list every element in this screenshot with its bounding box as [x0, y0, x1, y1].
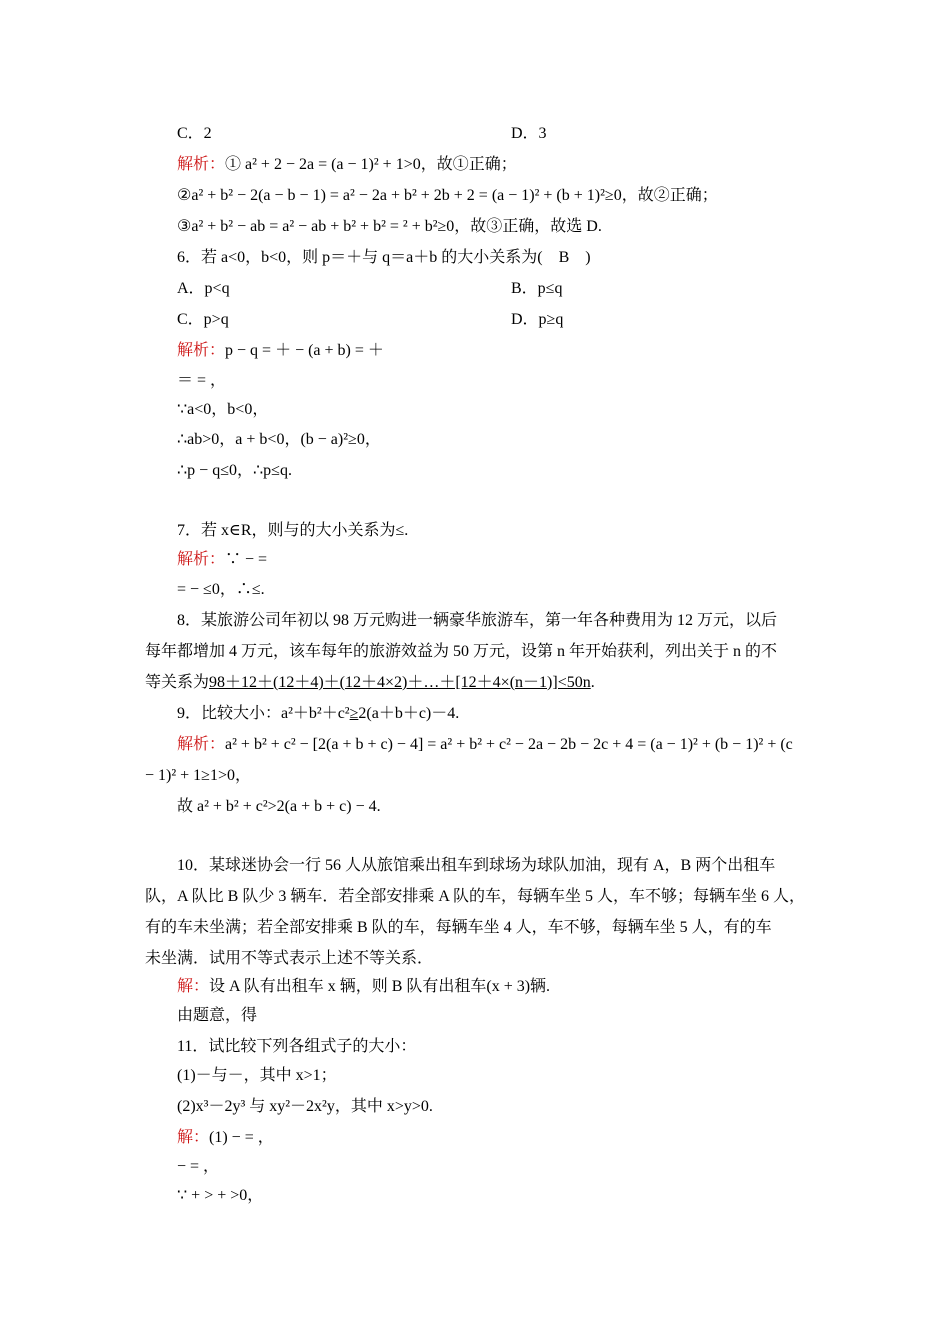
- solution-line: ③a² + b² − ab = a² − ab + b² + b² = ² + b²≥0，故③正确，故选 D.: [177, 218, 602, 235]
- question-8-answer: 等关系为98＋12＋(12＋4)＋(12＋4×2)＋…＋[12＋4×(n－1)]<50n.: [145, 674, 595, 691]
- solution-line: − 1)² + 1≥1>0，: [145, 767, 251, 784]
- question-10-cont: 未坐满．试用不等式表示上述不等关系．: [145, 950, 434, 967]
- solution-label: 解析：: [177, 342, 226, 359]
- solution-label: 解：: [177, 1129, 210, 1146]
- question-8-cont: 每年都增加 4 万元，该车每年的旅游效益为 50 万元，设第 n 年开始获利，列出关于 n 的不: [145, 643, 778, 660]
- solution-line: ∵a<0，b<0，: [177, 401, 269, 418]
- solution-line: 故 a² + b² + c²>2(a + b + c) − 4.: [177, 798, 381, 815]
- question-11-part1: (1)－与－，其中 x>1；: [177, 1067, 337, 1084]
- option-b: B．p≤q: [511, 280, 563, 297]
- option-d: D．3: [511, 125, 547, 142]
- solution-line: ∵ + > + >0，: [177, 1187, 264, 1204]
- question-11-part2: (2)x³－2y³ 与 xy²－2x²y，其中 x>y>0.: [177, 1098, 433, 1115]
- solution-line: = − ≤0，∴≤.: [177, 581, 265, 598]
- solution-line: − = ，: [177, 1158, 220, 1175]
- solution-line: ∴p − q≤0，∴p≤q.: [177, 462, 292, 479]
- solution-line: 解析：p − q = ＋ − (a + b) = ＋: [177, 342, 384, 359]
- option-a: A．p<q: [177, 280, 230, 297]
- option-c: C．p>q: [177, 311, 229, 328]
- question-6: 6．若 a<0，b<0，则 p＝＋与 q＝a＋b 的大小关系为( B ): [177, 249, 591, 266]
- question-10-cont: 队，A 队比 B 队少 3 辆车．若全部安排乘 A 队的车，每辆车坐 5 人，车不够；每辆车坐 6 人，: [145, 888, 806, 905]
- answer-underline: 98＋12＋(12＋4)＋(12＋4×2)＋…＋[12＋4×(n－1)]<50n: [209, 674, 591, 691]
- solution-label: 解：: [177, 978, 210, 995]
- question-7: 7．若 x∈R，则与的大小关系为≤.: [177, 522, 409, 539]
- question-10: 10．某球迷协会一行 56 人从旅馆乘出租车到球场为球队加油，现有 A，B 两个出租车: [177, 857, 776, 874]
- option-c: C．2: [177, 125, 212, 142]
- solution-line: 解：(1) − = ，: [177, 1129, 274, 1146]
- question-11: 11．试比较下列各组式子的大小：: [177, 1038, 417, 1055]
- question-9: 9．比较大小：a²＋b²＋c²≥2(a＋b＋c)－4.: [177, 705, 460, 722]
- solution-line: 解：设 A 队有出租车 x 辆，则 B 队有出租车(x + 3)辆.: [177, 978, 551, 995]
- question-8: 8．某旅游公司年初以 98 万元购进一辆豪华旅游车，第一年各种费用为 12 万元，以后: [177, 612, 778, 629]
- solution-line: 解析：a² + b² + c² − [2(a + b + c) − 4] = a² + b² + c² − 2a − 2b − 2c + 4 = (a − 1)² + (b − 1)² + (c: [177, 736, 793, 753]
- solution-label: 解析：: [177, 736, 226, 753]
- solution-line: ∴ab>0，a + b<0，(b − a)²≥0，: [177, 431, 381, 448]
- solution-line: ＝ = ，: [177, 372, 227, 389]
- solution-line: 解析：∵ − =: [177, 551, 268, 568]
- solution-label: 解析：: [177, 551, 226, 568]
- option-d: D．p≥q: [511, 311, 564, 328]
- question-10-cont: 有的车未坐满；若全部安排乘 B 队的车，每辆车坐 4 人，车不够，每辆车坐 5 人，有的车: [145, 919, 772, 936]
- solution-line: ②a² + b² − 2(a − b − 1) = a² − 2a + b² + 2b + 2 = (a − 1)² + (b + 1)²≥0，故②正确；: [177, 187, 718, 204]
- answer-underline: ≥: [349, 705, 359, 722]
- solution-line: 解析：① a² + 2 − 2a = (a − 1)² + 1>0，故①正确；: [177, 156, 517, 173]
- solution-label: 解析：: [177, 156, 226, 173]
- solution-line: 由题意，得: [177, 1007, 258, 1024]
